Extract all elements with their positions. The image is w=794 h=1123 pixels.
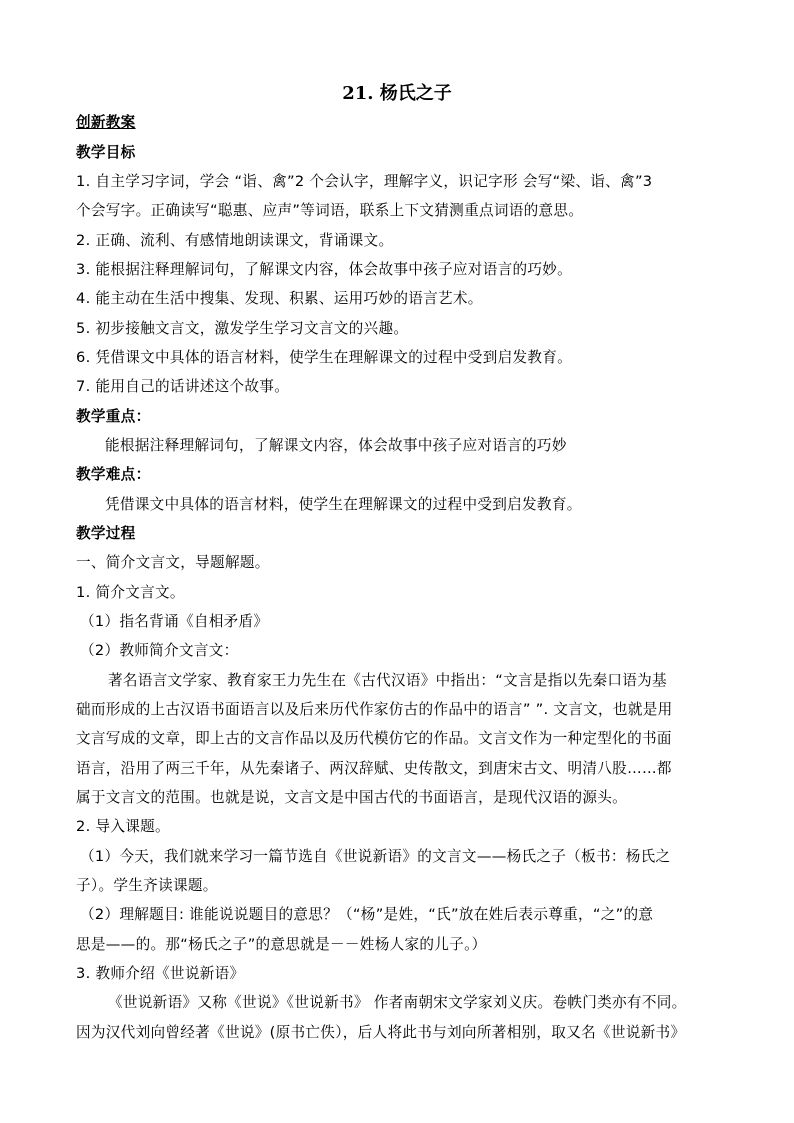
heading-teaching-goals: 教学目标 [76, 144, 136, 161]
process-line: （2）教师简介文言文： [80, 642, 239, 659]
goal-line: 4. 能主动在生活中搜集、发现、积累、运用巧妙的语言艺术。 [76, 290, 483, 307]
goal-line: 3. 能根据注释理解词句，了解课文内容，体会故事中孩子应对语言的巧妙。 [76, 261, 573, 278]
paragraph-line: 因为汉代刘向曾经著《世说》(原书亡佚），后人将此书与刘向所著相别，取又名《世说新书》 [76, 1024, 686, 1041]
paragraph-line: 子）。学生齐读课题。 [76, 877, 218, 894]
paragraph-line: 础而形成的上古汉语书面语言以及后来历代作家仿古的作品中的语言” ”. 文言文，也就是用 [76, 701, 673, 718]
heading-teaching-process: 教学过程 [76, 525, 136, 542]
goal-line: 个会写字。正确读写“聪惠、应声”等词语，联系上下文猜测重点词语的意思。 [76, 202, 584, 219]
key-points-text: 能根据注释理解词句，了解课文内容，体会故事中孩子应对语言的巧妙 [105, 437, 567, 454]
section-heading: 2. 导入课题。 [76, 818, 170, 835]
difficult-points-text: 凭借课文中具体的语言材料，使学生在理解课文的过程中受到启发教育。 [105, 496, 582, 513]
paragraph-line: 属于文言文的范围。也就是说，文言文是中国古代的书面语言，是现代汉语的源头。 [76, 789, 628, 806]
process-line: 1. 简介文言文。 [76, 584, 185, 601]
paragraph-line: （2）理解题目: 谁能说说题目的意思？（“杨”是姓，“氏”放在姓后表示尊重，“之”的意 [80, 906, 654, 923]
goal-line: 6. 凭借课文中具体的语言材料，使学生在理解课文的过程中受到启发教育。 [76, 349, 573, 366]
paragraph-line: 《世说新语》又称《世说》《世说新书》 作者南朝宋文学家刘义庆。卷帙门类亦有不同。 [108, 994, 687, 1011]
paragraph-line: 著名语言文学家、教育家王力先生在《古代汉语》中指出：“文言是指以先秦口语为基 [108, 672, 667, 689]
paragraph-line: 文言写成的文章，即上古的文言作品以及历代模仿它的作品。文言文作为一种定型化的书面 [76, 730, 672, 747]
goal-line: 2. 正确、流利、有感情地朗读课文，背诵课文。 [76, 232, 394, 249]
goal-line: 5. 初步接触文言文，激发学生学习文言文的兴趣。 [76, 320, 409, 337]
section-heading: 3. 教师介绍《世说新语》 [76, 965, 245, 982]
paragraph-line: （1）今天，我们就来学习一篇节选自《世说新语》的文言文——杨氏之子（板书：杨氏之 [80, 848, 671, 865]
page-title: 21. 杨氏之子 [342, 83, 452, 104]
goal-line: 7. 能用自己的话讲述这个故事。 [76, 378, 290, 395]
heading-key-points: 教学重点： [76, 408, 151, 425]
heading-difficult-points: 教学难点： [76, 466, 151, 483]
process-line: （1）指名背诵《自相矛盾》 [80, 613, 269, 630]
process-line: 一、简介文言文，导题解题。 [76, 554, 270, 571]
paragraph-line: 语言，沿用了两三千年，从先秦诸子、两汉辞赋、史传散文，到唐宋古文、明清八股……都 [76, 760, 672, 777]
goal-line: 1. 自主学习字词，学会 “诣、禽”2 个会认字，理解字义，识记字形 会写“梁、诣、禽”3 [76, 173, 653, 190]
paragraph-line: 思是——的。那“杨氏之子”的意思就是－－姓杨人家的儿子。） [76, 936, 487, 953]
heading-innovative-plan: 创新教案 [76, 114, 136, 131]
